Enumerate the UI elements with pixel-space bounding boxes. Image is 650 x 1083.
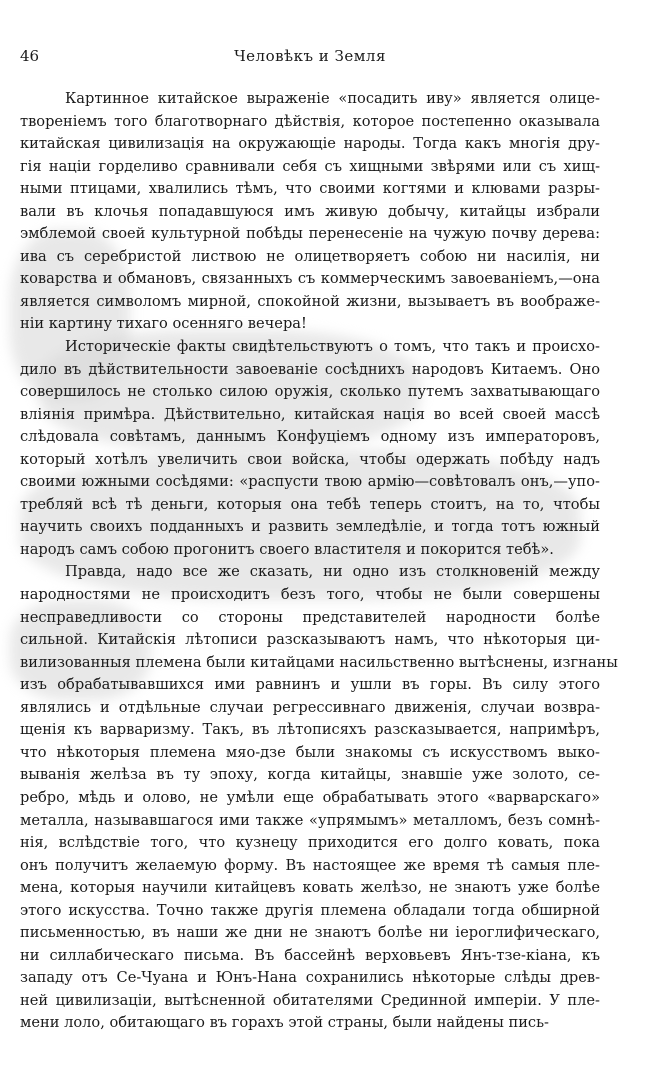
text-line: дило въ дѣйствительности завоеваніе сосѣднихъ народовъ Китаемъ. Оно (20, 360, 600, 378)
text-line: ива съ серебристой листвою не олицетворяетъ собою ни насилія, ни (20, 247, 600, 265)
text-line: металла, называвшагося ими также «упрямымъ» металломъ, безъ сомнѣ- (20, 811, 600, 829)
text-line: эмблемой своей культурной побѣды перенесеніе на чужую почву дерева: (20, 225, 600, 243)
text-line: являлись и отдѣльные случаи регрессивнаго движенія, случаи возвра- (20, 698, 600, 716)
text-line: изъ обрабатывавшихся ими равнинъ и ушли въ горы. Въ силу этого (20, 676, 600, 694)
text-line: ными птицами, хвалились тѣмъ, что своими когтями и клювами разры- (20, 180, 600, 198)
page-header (20, 47, 600, 67)
text-line: китайская цивилизація на окружающіе народы. Тогда какъ многія дру- (20, 135, 600, 153)
text-line: слѣдовала совѣтамъ, даннымъ Конфуціемъ одному изъ императоровъ, (20, 428, 600, 446)
text-line: этого искусства. Точно также другія племена обладали тогда обширной (20, 901, 600, 919)
text-line: щенія къ варваризму. Такъ, въ лѣтописяхъ разсказывается, напримѣръ, (20, 721, 600, 739)
text-line: является символомъ мирной, спокойной жизни, вызываетъ въ воображе- (20, 292, 600, 310)
text-line: ніи картину тихаго осенняго вечера! (20, 315, 307, 333)
text-line: коварства и обмановъ, связанныхъ съ коммерческимъ завоеваніемъ,—она (20, 270, 600, 288)
text-line: вилизованныя племена были китайцами насильственно вытѣснены, изгнаны (20, 653, 618, 671)
text-line: гія націи горделиво сравнивали себя съ хищными звѣрями или съ хищ- (20, 157, 600, 175)
text-line: Правда, надо все же сказать, ни одно изъ столкновеній между (65, 563, 600, 581)
text-line: Историческіе факты свидѣтельствуютъ о томъ, что такъ и происхо- (65, 338, 600, 356)
text-line: народъ самъ собою прогонитъ своего властителя и покорится тебѣ». (20, 540, 554, 558)
text-line: своими южными сосѣдями: «распусти твою армію—совѣтовалъ онъ,—упо- (20, 473, 600, 491)
text-line: что нѣкоторыя племена мяо-дзе были знакомы съ искусствомъ выко- (20, 743, 600, 761)
text-line: твореніемъ того благотворнаго дѣйствія, которое постепенно оказывала (20, 112, 600, 130)
text-line: письменностью, въ наши же дни не знаютъ болѣе ни іероглифическаго, (20, 924, 600, 942)
text-line: требляй всѣ тѣ деньги, которыя она тебѣ теперь стоитъ, на то, чтобы (20, 495, 600, 513)
text-line: нія, вслѣдствіе того, что кузнецу приходится его долго ковать, пока (20, 834, 600, 852)
text-line: сильной. Китайскія лѣтописи разсказываютъ намъ, что нѣкоторыя ци- (20, 631, 600, 649)
running-title: Человѣкъ и Земля (234, 47, 386, 65)
text-line: научить своихъ подданныхъ и развить земледѣліе, и тогда тотъ южный (20, 518, 600, 536)
text-line: западу отъ Се-Чуана и Юнъ-Нана сохранились нѣкоторые слѣды древ- (20, 969, 600, 987)
text-line: вали въ клочья попадавшуюся имъ живую добычу, китайцы избрали (20, 202, 600, 220)
text-line: Картинное китайское выраженіе «посадить иву» является олице- (65, 90, 600, 107)
text-line: онъ получитъ желаемую форму. Въ настоящее же время тѣ самыя пле- (20, 856, 600, 874)
text-line: ребро, мѣдь и олово, не умѣли еще обрабатывать этого «варварскаго» (20, 788, 600, 806)
text-line: мени лоло, обитающаго въ горахъ этой страны, были найдены пись- (20, 1014, 549, 1032)
text-line: народностями не происходитъ безъ того, чтобы не были совершены (20, 586, 600, 604)
text-line: который хотѣлъ увеличить свои войска, чтобы одержать побѣду надъ (20, 450, 600, 468)
text-line: выванія желѣза въ ту эпоху, когда китайцы, знавшіе уже золото, се- (20, 766, 600, 784)
page-body (20, 88, 618, 1035)
text-line: совершилось не столько силою оружія, сколько путемъ захватывающаго (20, 383, 600, 401)
text-line: мена, которыя научили китайцевъ ковать желѣзо, не знаютъ уже болѣе (20, 879, 600, 897)
text-line: ни силлабическаго письма. Въ бассейнѣ верховьевъ Янъ-тзе-кіана, къ (20, 946, 600, 964)
text-line: ней цивилизаціи, вытѣсненной обитателями Срединной имперіи. У пле- (20, 991, 600, 1009)
page-number: 46 (20, 47, 40, 65)
text-line: несправедливости со стороны представителей народности болѣе (20, 608, 600, 626)
text-line: вліянія примѣра. Дѣйствительно, китайская нація во всей своей массѣ (20, 405, 600, 423)
